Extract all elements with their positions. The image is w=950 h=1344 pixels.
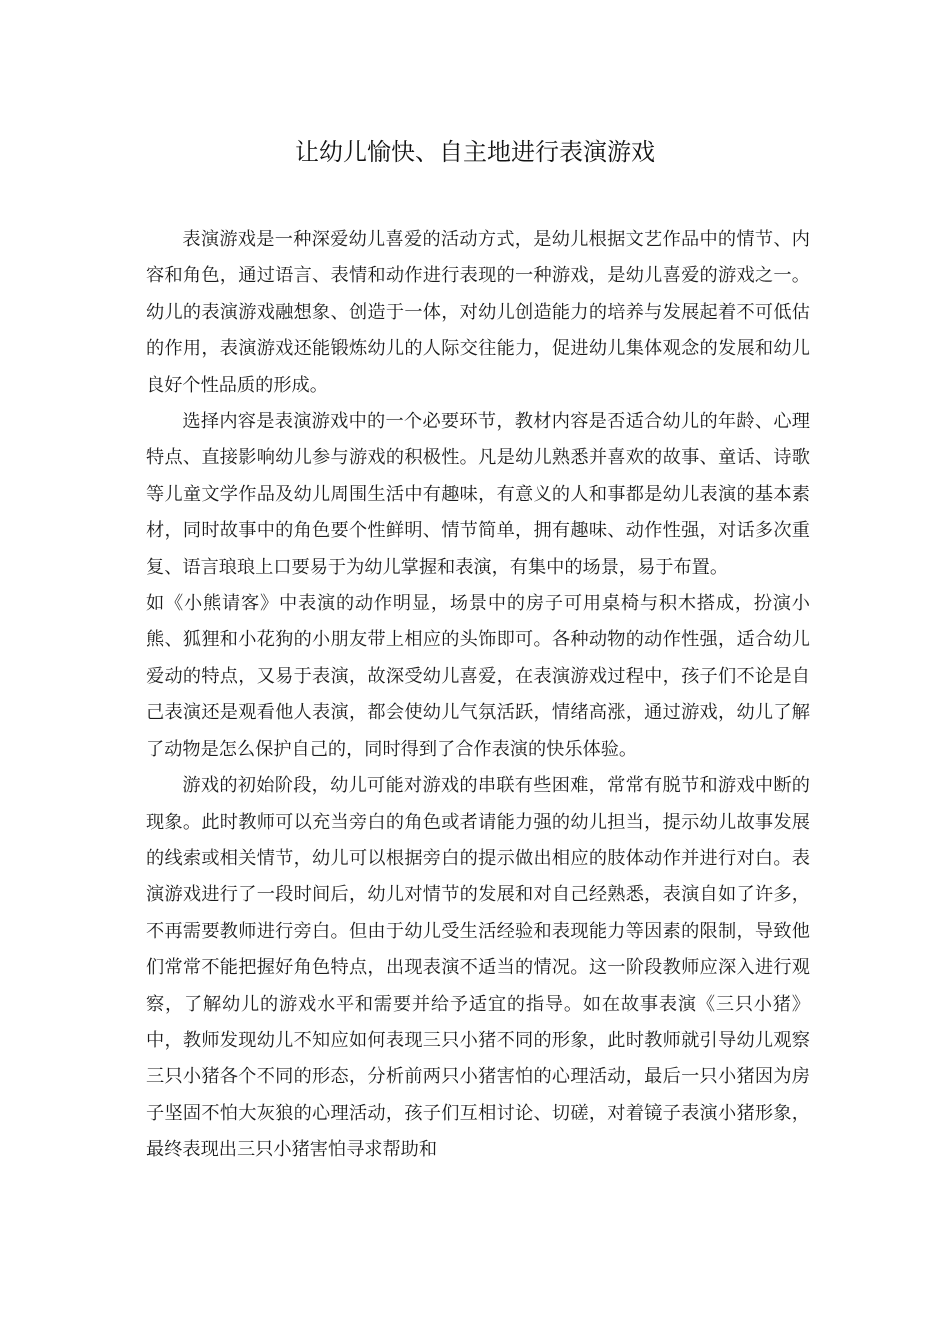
paragraph-initial-stage: 游戏的初始阶段，幼儿可能对游戏的串联有些困难，常常有脱节和游戏中断的现象。此时教师可以充当旁白的角色或者请能力强的幼儿担当，提示幼儿故事发展的线索或相关情节，幼儿可以根据旁白的提示做出相应的肢体动作并进行对白。表演游戏进行了一段时间后，幼儿对情节的发展和对自己经熟悉，表演自如了许多，不再需要教师进行旁白。但由于幼儿受生活经验和表现能力等因素的限制，导致他们常常不能把握好角色特点，出现表演不适当的情况。这一阶段教师应深入进行观察，了解幼儿的游戏水平和需要并给予适宜的指导。如在故事表演《三只小猪》中，教师发现幼儿不知应如何表现三只小猪不同的形象，此时教师就引导幼儿观察三只小猪各个不同的形态，分析前两只小猪害怕的心理活动，最后一只小猪因为房子坚固不怕大灰狼的心理活动，孩子们互相讨论、切磋，对着镜子表演小猪形象，最终表现出三只小猪害怕寻求帮助和 [146,775,810,1161]
document-body [146,222,810,1169]
paragraph-intro: 表演游戏是一种深爱幼儿喜爱的活动方式，是幼儿根据文艺作品中的情节、内容和角色，通过语言、表情和动作进行表现的一种游戏，是幼儿喜爱的游戏之一。幼儿的表演游戏融想象、创造于一体，对幼儿创造能力的培养与发展起着不可低估的作用，表演游戏还能锻炼幼儿的人际交往能力，促进幼儿集体观念的发展和幼儿良好个性品质的形成。 [146,229,810,396]
paragraph-example-bear: 如《小熊请客》中表演的动作明显，场景中的房子可用桌椅与积木搭成，扮演小熊、狐狸和小花狗的小朋友带上相应的头饰即可。各种动物的动作性强，适合幼儿爱动的特点，又易于表演，故深受幼儿喜爱，在表演游戏过程中，孩子们不论是自己表演还是观看他人表演，都会使幼儿气氛活跃，情绪高涨，通过游戏，幼儿了解了动物是怎么保护自己的，同时得到了合作表演的快乐体验。 [146,593,810,760]
document-title: 让幼儿愉快、自主地进行表演游戏 [295,138,655,166]
paragraph-content-selection: 选择内容是表演游戏中的一个必要环节，教材内容是否适合幼儿的年龄、心理特点、直接影响幼儿参与游戏的积极性。凡是幼儿熟悉并喜欢的故事、童话、诗歌等儿童文学作品及幼儿周围生活中有趣味，有意义的人和事都是幼儿表演的基本素材，同时故事中的角色要个性鲜明、情节简单，拥有趣味、动作性强，对话多次重复、语言琅琅上口要易于为幼儿掌握和表演，有集中的场景，易于布置。 [146,411,810,578]
